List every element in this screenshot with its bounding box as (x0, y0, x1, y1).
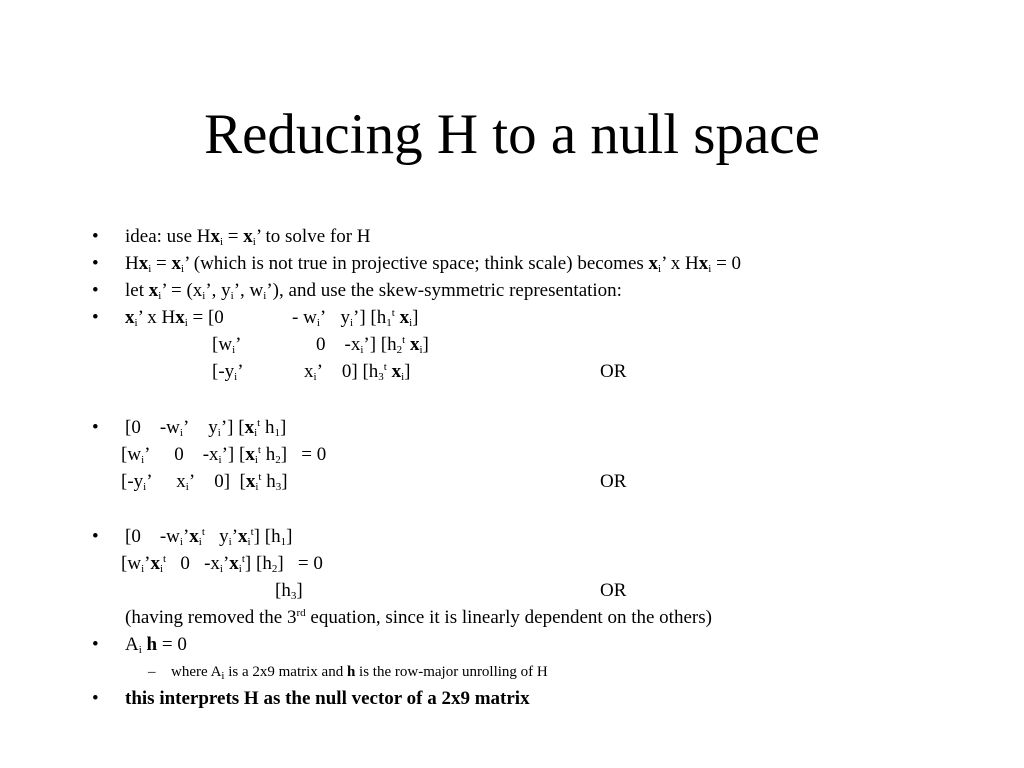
bullet-idea: idea: use $Hx_i = x_i$’ to solve for H (125, 226, 371, 248)
matrix1-row1-lhs: $x_i$’ x $Hx_i = [0$ (125, 307, 224, 329)
matrix1-row1-rhs: - $w_i$’ $y_i$’] [$h_1^t$ $x_i$] (292, 307, 419, 329)
matrix1-row3-b: $x_i$’ 0] [$h_3^t$ $x_i$] (304, 361, 411, 383)
bullet-marker: • (92, 253, 99, 274)
or-label: OR (600, 361, 627, 382)
matrix1-row2-a: [$w_i$’ (212, 334, 242, 356)
bullet-marker: • (92, 307, 99, 328)
bullet-marker: • (92, 280, 99, 301)
bullet-marker: • (92, 688, 99, 709)
bullet-projective: $Hx_i = x_i$’ (which is not true in projective space; think scale) becomes $x_i$’ x $Hx_i = 0$ (125, 253, 742, 275)
matrix2-row2: [$w_i$’ 0 $-x_i$’] [$x_i^t$ $h_2$] = 0 (121, 444, 327, 466)
matrix1-row3-a: [$-y_i$’ (212, 361, 244, 383)
sub-bullet-marker: – (148, 664, 156, 680)
bullet-skew-symmetric: let $x_i$’ = ($x_i$’, $y_i$’, $w_i$’), and use the skew-symmetric representation: (125, 280, 622, 302)
matrix3-note: (having removed the 3rd equation, since it is linearly dependent on the others) (125, 607, 712, 628)
matrix3-row3: $[h_3]$ (275, 580, 303, 602)
bullet-ai-h: $A_i$ h = 0 (125, 634, 187, 656)
matrix1-row2-b: 0 $-x_i$’] [$h_2^t$ $x_i$] (316, 334, 429, 356)
bullet-conclusion: this interprets H as the null vector of a 2x9 matrix (125, 688, 530, 709)
bullet-marker: • (92, 417, 99, 438)
matrix2-row3: [$-y_i$’ $x_i$’ 0] [$x_i^t$ $h_3$] (121, 471, 288, 493)
matrix3-row2: [$w_i’x_i^t$ 0 $-x_i’x_i^t$] $[h_2]$ = 0 (121, 553, 323, 575)
bullet-marker: • (92, 526, 99, 547)
bullet-marker: • (92, 634, 99, 655)
or-label: OR (600, 471, 627, 492)
slide-title: Reducing H to a null space (204, 103, 820, 166)
sub-bullet-where: where $A_i$ is a 2x9 matrix and h is the row-major unrolling of H (171, 664, 548, 682)
matrix3-row1: [0 $-w_i’x_i^t$ $y_i’x_i^t$] $[h_1]$ (125, 526, 293, 548)
bullet-marker: • (92, 226, 99, 247)
matrix2-row1: [0 $-w_i$’ $y_i$’] [$x_i^t$ $h_1$] (125, 417, 287, 439)
or-label: OR (600, 580, 627, 601)
